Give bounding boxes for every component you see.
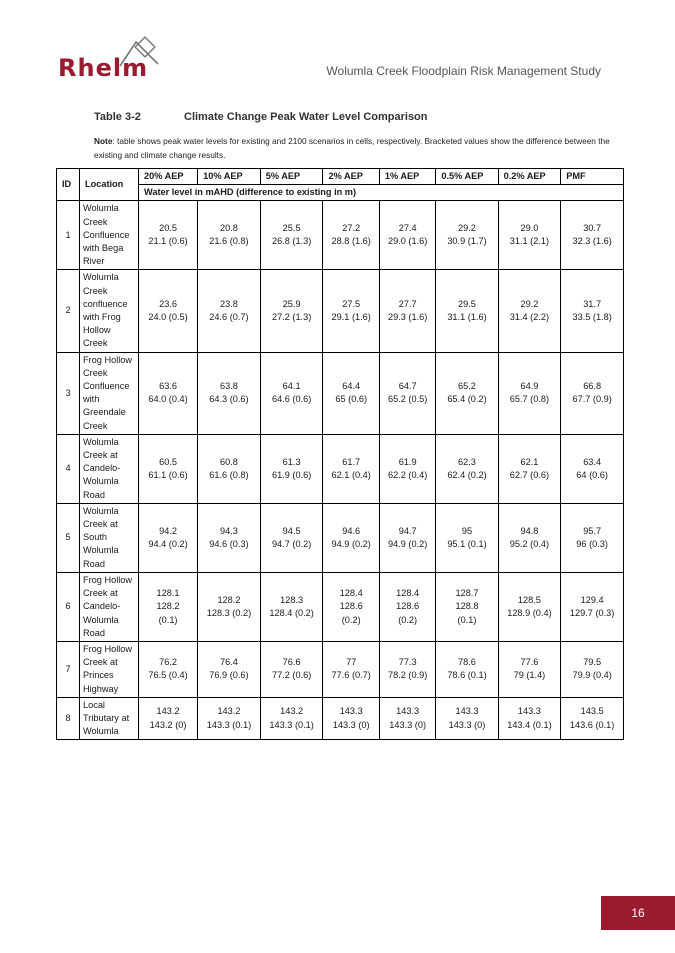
column-header: 20% AEP bbox=[139, 169, 198, 185]
water-level-cell: 61.3 61.9 (0.6) bbox=[260, 434, 323, 503]
water-level-cell: 129.4 129.7 (0.3) bbox=[561, 572, 624, 641]
water-level-cell: 62.1 62.7 (0.6) bbox=[498, 434, 561, 503]
water-level-cell: 29.0 31.1 (2.1) bbox=[498, 201, 561, 270]
table-row bbox=[57, 352, 624, 434]
water-level-cell: 78.6 78.6 (0.1) bbox=[436, 641, 498, 697]
water-level-cell: 20.5 21.1 (0.6) bbox=[139, 201, 198, 270]
water-level-cell: 143.2 143.3 (0.1) bbox=[198, 697, 261, 740]
row-id: 2 bbox=[57, 270, 80, 352]
row-id: 5 bbox=[57, 503, 80, 572]
water-level-cell: 77.6 79 (1.4) bbox=[498, 641, 561, 697]
water-level-cell: 61.9 62.2 (0.4) bbox=[379, 434, 435, 503]
water-level-cell: 77 77.6 (0.7) bbox=[323, 641, 379, 697]
water-level-cell: 79.5 79.9 (0.4) bbox=[561, 641, 624, 697]
water-level-cell: 61.7 62.1 (0.4) bbox=[323, 434, 379, 503]
water-level-cell: 63.8 64.3 (0.6) bbox=[198, 352, 261, 434]
column-header: 2% AEP bbox=[323, 169, 379, 185]
water-level-cell: 76.6 77.2 (0.6) bbox=[260, 641, 323, 697]
table-row bbox=[57, 697, 624, 740]
table-number: Table 3-2 bbox=[94, 111, 141, 123]
water-level-cell: 143.3 143.3 (0) bbox=[379, 697, 435, 740]
water-level-cell: 63.6 64.0 (0.4) bbox=[139, 352, 198, 434]
water-level-cell: 29.5 31.1 (1.6) bbox=[436, 270, 498, 352]
subheader-row bbox=[57, 185, 624, 201]
water-level-cell: 128.1 128.2 (0.1) bbox=[139, 572, 198, 641]
table-subheader: Water level in mAHD (difference to existing in m) bbox=[139, 185, 624, 201]
water-level-cell: 128.4 128.6 (0.2) bbox=[323, 572, 379, 641]
water-level-cell: 29.2 31.4 (2.2) bbox=[498, 270, 561, 352]
column-header: 10% AEP bbox=[198, 169, 261, 185]
water-level-cell: 95.7 96 (0.3) bbox=[561, 503, 624, 572]
column-header: 5% AEP bbox=[260, 169, 323, 185]
table-caption bbox=[94, 111, 428, 123]
water-level-cell: 25.5 26.8 (1.3) bbox=[260, 201, 323, 270]
water-level-cell: 143.3 143.4 (0.1) bbox=[498, 697, 561, 740]
row-id: 1 bbox=[57, 201, 80, 270]
water-level-cell: 27.5 29.1 (1.6) bbox=[323, 270, 379, 352]
row-id: 6 bbox=[57, 572, 80, 641]
table-row bbox=[57, 503, 624, 572]
table-title: Climate Change Peak Water Level Comparison bbox=[184, 111, 428, 123]
column-header: 0.2% AEP bbox=[498, 169, 561, 185]
water-level-cell: 66.8 67.7 (0.9) bbox=[561, 352, 624, 434]
water-level-cell: 29.2 30.9 (1.7) bbox=[436, 201, 498, 270]
water-level-cell: 128.4 128.6 (0.2) bbox=[379, 572, 435, 641]
water-level-cell: 94.8 95.2 (0.4) bbox=[498, 503, 561, 572]
water-level-table bbox=[56, 168, 624, 740]
water-level-cell: 95 95.1 (0.1) bbox=[436, 503, 498, 572]
water-level-cell: 60.8 61.6 (0.8) bbox=[198, 434, 261, 503]
water-level-cell: 143.3 143.3 (0) bbox=[436, 697, 498, 740]
table-row bbox=[57, 434, 624, 503]
row-location: Frog Hollow Creek at Princes Highway bbox=[80, 641, 139, 697]
water-level-cell: 27.7 29.3 (1.6) bbox=[379, 270, 435, 352]
table-row bbox=[57, 270, 624, 352]
row-location: Wolumla Creek Confluence with Bega River bbox=[80, 201, 139, 270]
water-level-cell: 128.3 128.4 (0.2) bbox=[260, 572, 323, 641]
water-level-cell: 143.3 143.3 (0) bbox=[323, 697, 379, 740]
water-level-cell: 94.5 94.7 (0.2) bbox=[260, 503, 323, 572]
table-body bbox=[57, 201, 624, 740]
water-level-cell: 25.9 27.2 (1.3) bbox=[260, 270, 323, 352]
water-level-cell: 27.4 29.0 (1.6) bbox=[379, 201, 435, 270]
water-level-cell: 63.4 64 (0.6) bbox=[561, 434, 624, 503]
column-header: 0.5% AEP bbox=[436, 169, 498, 185]
water-level-cell: 30.7 32.3 (1.6) bbox=[561, 201, 624, 270]
study-title: Wolumla Creek Floodplain Risk Management Study bbox=[326, 64, 601, 78]
water-level-cell: 76.2 76.5 (0.4) bbox=[139, 641, 198, 697]
table-row bbox=[57, 201, 624, 270]
water-level-cell: 128.5 128.9 (0.4) bbox=[498, 572, 561, 641]
water-level-cell: 60.5 61.1 (0.6) bbox=[139, 434, 198, 503]
row-id: 8 bbox=[57, 697, 80, 740]
rhelm-logo bbox=[58, 36, 188, 82]
water-level-cell: 128.7 128.8 (0.1) bbox=[436, 572, 498, 641]
logo-text: Rhelm bbox=[58, 54, 149, 82]
water-level-cell: 76.4 76.9 (0.6) bbox=[198, 641, 261, 697]
table-row bbox=[57, 641, 624, 697]
water-level-cell: 64.4 65 (0.6) bbox=[323, 352, 379, 434]
water-level-cell: 94.6 94.9 (0.2) bbox=[323, 503, 379, 572]
water-level-cell: 23.6 24.0 (0.5) bbox=[139, 270, 198, 352]
water-level-cell: 27.2 28.8 (1.6) bbox=[323, 201, 379, 270]
row-id: 7 bbox=[57, 641, 80, 697]
water-level-cell: 94.7 94.9 (0.2) bbox=[379, 503, 435, 572]
water-level-cell: 64.1 64.6 (0.6) bbox=[260, 352, 323, 434]
water-level-cell: 77.3 78.2 (0.9) bbox=[379, 641, 435, 697]
page-number: 16 bbox=[601, 896, 675, 930]
water-level-cell: 143.2 143.3 (0.1) bbox=[260, 697, 323, 740]
row-location: Local Tributary at Wolumla bbox=[80, 697, 139, 740]
column-header: 1% AEP bbox=[379, 169, 435, 185]
row-location: Frog Hollow Creek Confluence with Greendale Creek bbox=[80, 352, 139, 434]
row-id: 4 bbox=[57, 434, 80, 503]
column-header: PMF bbox=[561, 169, 624, 185]
water-level-cell: 23.8 24.6 (0.7) bbox=[198, 270, 261, 352]
table-note bbox=[94, 134, 624, 162]
water-level-cell: 31.7 33.5 (1.8) bbox=[561, 270, 624, 352]
water-level-cell: 62.3 62.4 (0.2) bbox=[436, 434, 498, 503]
water-level-cell: 94.2 94.4 (0.2) bbox=[139, 503, 198, 572]
row-location: Frog Hollow Creek at Candelo-Wolumla Road bbox=[80, 572, 139, 641]
note-text: : table shows peak water levels for existing and 2100 scenarios in cells, respectively. Bracketed values show the difference between the existing and climate change results. bbox=[94, 136, 610, 160]
row-id: 3 bbox=[57, 352, 80, 434]
header-row bbox=[57, 169, 624, 185]
water-level-cell: 64.9 65.7 (0.8) bbox=[498, 352, 561, 434]
water-level-cell: 94.3 94.6 (0.3) bbox=[198, 503, 261, 572]
note-label: Note bbox=[94, 136, 113, 146]
water-level-cell: 128.2 128.3 (0.2) bbox=[198, 572, 261, 641]
water-level-cell: 20.8 21.6 (0.8) bbox=[198, 201, 261, 270]
water-level-cell: 143.2 143.2 (0) bbox=[139, 697, 198, 740]
row-location: Wolumla Creek at Candelo-Wolumla Road bbox=[80, 434, 139, 503]
row-location: Wolumla Creek confluence with Frog Hollow Creek bbox=[80, 270, 139, 352]
water-level-cell: 64.7 65.2 (0.5) bbox=[379, 352, 435, 434]
water-level-cell: 65.2 65.4 (0.2) bbox=[436, 352, 498, 434]
location-header: Location bbox=[80, 169, 139, 201]
row-location: Wolumla Creek at South Wolumla Road bbox=[80, 503, 139, 572]
water-level-cell: 143.5 143.6 (0.1) bbox=[561, 697, 624, 740]
table-row bbox=[57, 572, 624, 641]
id-header: ID bbox=[57, 169, 80, 201]
